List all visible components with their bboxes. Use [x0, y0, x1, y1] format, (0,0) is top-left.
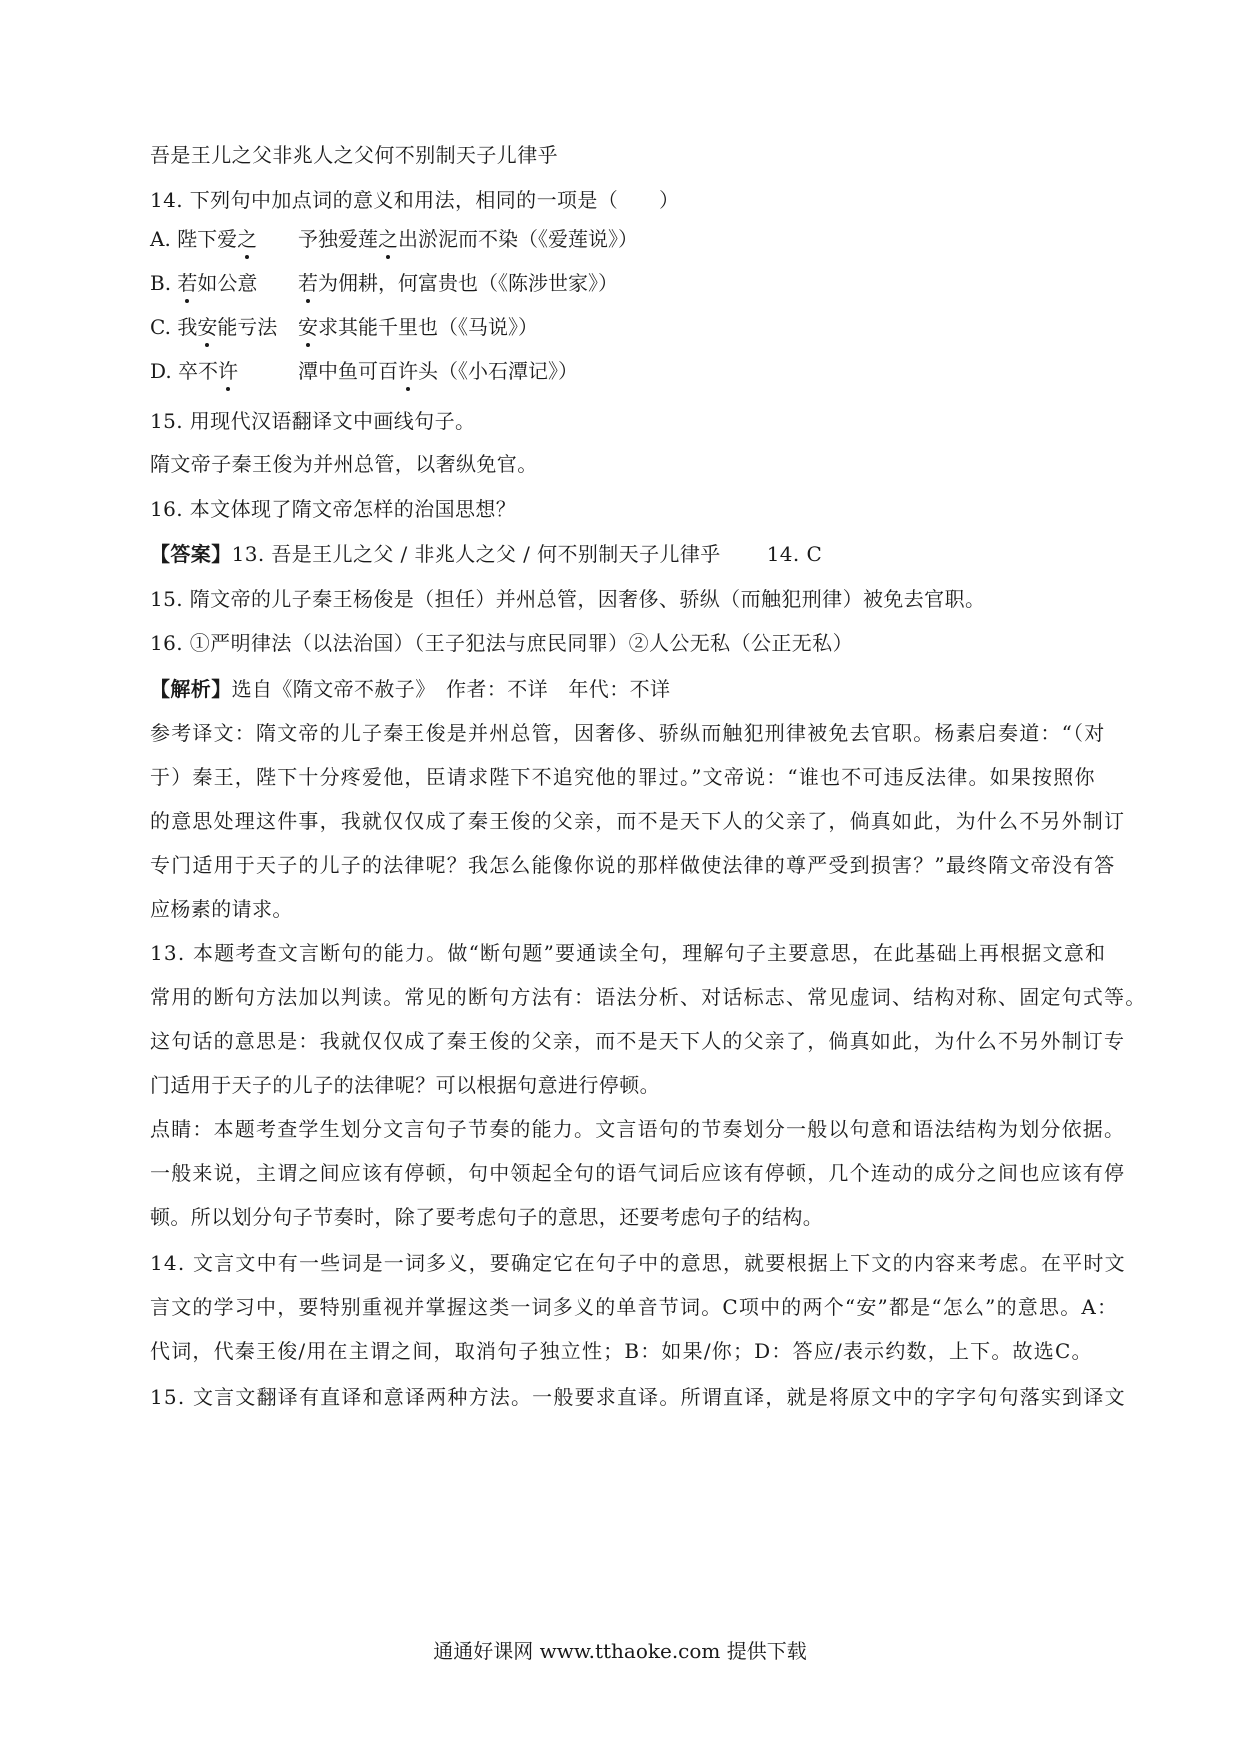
dotted-word: 之 [378, 227, 398, 251]
dotted-word: 安 [197, 315, 218, 339]
dotted-word: 许 [218, 359, 239, 383]
analysis-tag: 【解析】 [150, 677, 232, 701]
key-point: 顿。所以划分句子节奏时，除了要考虑句子的意思，还要考虑句子的结构。 [150, 1205, 824, 1229]
answer-q15: 15. 隋文帝的儿子秦王杨俊是（担任）并州总管，因奢侈、骄纵（而触犯刑律）被免去官职。 [150, 587, 986, 611]
option-d-example: 潭中鱼可百许头（《小石潭记》） [298, 359, 578, 383]
explanation-14: 14. 文言文中有一些词是一词多义，要确定它在句子中的意思，就要根据上下文的内容来考虑。在平时文 [150, 1251, 1126, 1275]
dotted-word: 许 [398, 359, 418, 383]
analysis-line [150, 676, 1140, 702]
option-d-label: D. [150, 359, 172, 383]
page-footer: 通通好课网 www.tthaoke.com 提供下载 [433, 1639, 807, 1663]
q14-question: 14. 下列句中加点词的意义和用法，相同的一项是（ ） [150, 188, 680, 212]
key-point: 点睛：本题考查学生划分文言句子节奏的能力。文言语句的节奏划分一般以句意和语法结构为划分依据。 [150, 1117, 1126, 1141]
q13-text: 吾是王儿之父非兆人之父何不别制天子儿律乎 [150, 143, 558, 167]
q15-question: 15. 用现代汉语翻译文中画线句子。 [150, 409, 476, 433]
answer-q16: 16. ①严明律法（以法治国）（王子犯法与庶民同罪）②人公无私（公正无私） [150, 631, 853, 655]
option-c: C. 我安能亏法 安求其能千里也（《马说》） [150, 315, 538, 339]
option-a-example: 予独爱莲之出淤泥而不染（《爱莲说》） [298, 227, 638, 251]
explanation-15: 15. 文言文翻译有直译和意译两种方法。一般要求直译。所谓直译，就是将原文中的字字句句落实到译文 [150, 1385, 1126, 1409]
translation-paragraph: 的意思处理这件事，我就仅仅成了秦王俊的父亲，而不是天下人的父亲了，倘真如此，为什么不另外制订 [150, 809, 1126, 833]
explanation-13: 门适用于天子的儿子的法律呢？可以根据句意进行停顿。 [150, 1073, 660, 1097]
translation-paragraph: 于）秦王，陛下十分疼爱他，臣请求陛下不追究他的罪过。”文帝说：“谁也不可违反法律。如果按照你 [150, 765, 1096, 789]
answer-q14: 14. C [766, 542, 823, 566]
option-c-label: C. [150, 315, 171, 339]
option-b-label: B. [150, 271, 172, 295]
dotted-word: 若 [177, 271, 198, 295]
explanation-13: 这句话的意思是：我就仅仅成了秦王俊的父亲，而不是天下人的父亲了，倘真如此，为什么不另外制订专 [150, 1029, 1126, 1053]
option-b: B. 若如公意 若为佣耕，何富贵也（《陈涉世家》） [150, 271, 618, 295]
option-c-example: 安求其能千里也（《马说》） [298, 315, 538, 339]
dotted-word: 之 [237, 227, 258, 251]
translation-paragraph: 参考译文：隋文帝的儿子秦王俊是并州总管，因奢侈、骄纵而触犯刑律被免去官职。杨素启奏道：“（对 [150, 721, 1106, 745]
key-point: 一般来说，主谓之间应该有停顿，句中领起全句的语气词后应该有停顿，几个连动的成分之间也应该有停 [150, 1161, 1126, 1185]
option-b-example: 若为佣耕，何富贵也（《陈涉世家》） [298, 271, 618, 295]
answer-line [150, 541, 1140, 567]
explanation-13: 13. 本题考查文言断句的能力。做“断句题”要通读全句，理解句子主要意思，在此基础上再根据文意和 [150, 941, 1107, 965]
option-a-label: A. [150, 227, 171, 251]
option-a: A. 陛下爱之 予独爱莲之出淤泥而不染（《爱莲说》） [150, 227, 638, 251]
explanation-13: 常用的断句方法加以判读。常见的断句方法有：语法分析、对话标志、常见虚词、结构对称、固定句式等。 [150, 985, 1147, 1009]
option-d: D. 卒不许 潭中鱼可百许头（《小石潭记》） [150, 359, 578, 383]
explanation-14: 言文的学习中，要特别重视并掌握这类一词多义的单音节词。C项中的两个“安”都是“怎么”的意思。A： [150, 1295, 1119, 1319]
dotted-word: 安 [298, 315, 318, 339]
analysis-source: 选自《隋文帝不赦子》 作者：不详 年代：不详 [231, 677, 671, 701]
translation-paragraph: 应杨素的请求。 [150, 897, 293, 921]
answer-q13: 13. 吾是王儿之父 / 非兆人之父 / 何不别制天子儿律乎 [231, 542, 721, 566]
dotted-word: 若 [298, 271, 318, 295]
translation-paragraph: 专门适用于天子的儿子的法律呢？我怎么能像你说的那样做使法律的尊严受到损害？”最终隋文帝没有答 [150, 853, 1116, 877]
explanation-14: 代词，代秦王俊/用在主谓之间，取消句子独立性；B：如果/你；D：答应/表示约数，上下。故选C。 [150, 1339, 1093, 1363]
answer-tag: 【答案】 [150, 542, 232, 566]
q15-sentence: 隋文帝子秦王俊为并州总管，以奢纵免官。 [150, 452, 538, 476]
q16-question: 16. 本文体现了隋文帝怎样的治国思想？ [150, 497, 517, 521]
